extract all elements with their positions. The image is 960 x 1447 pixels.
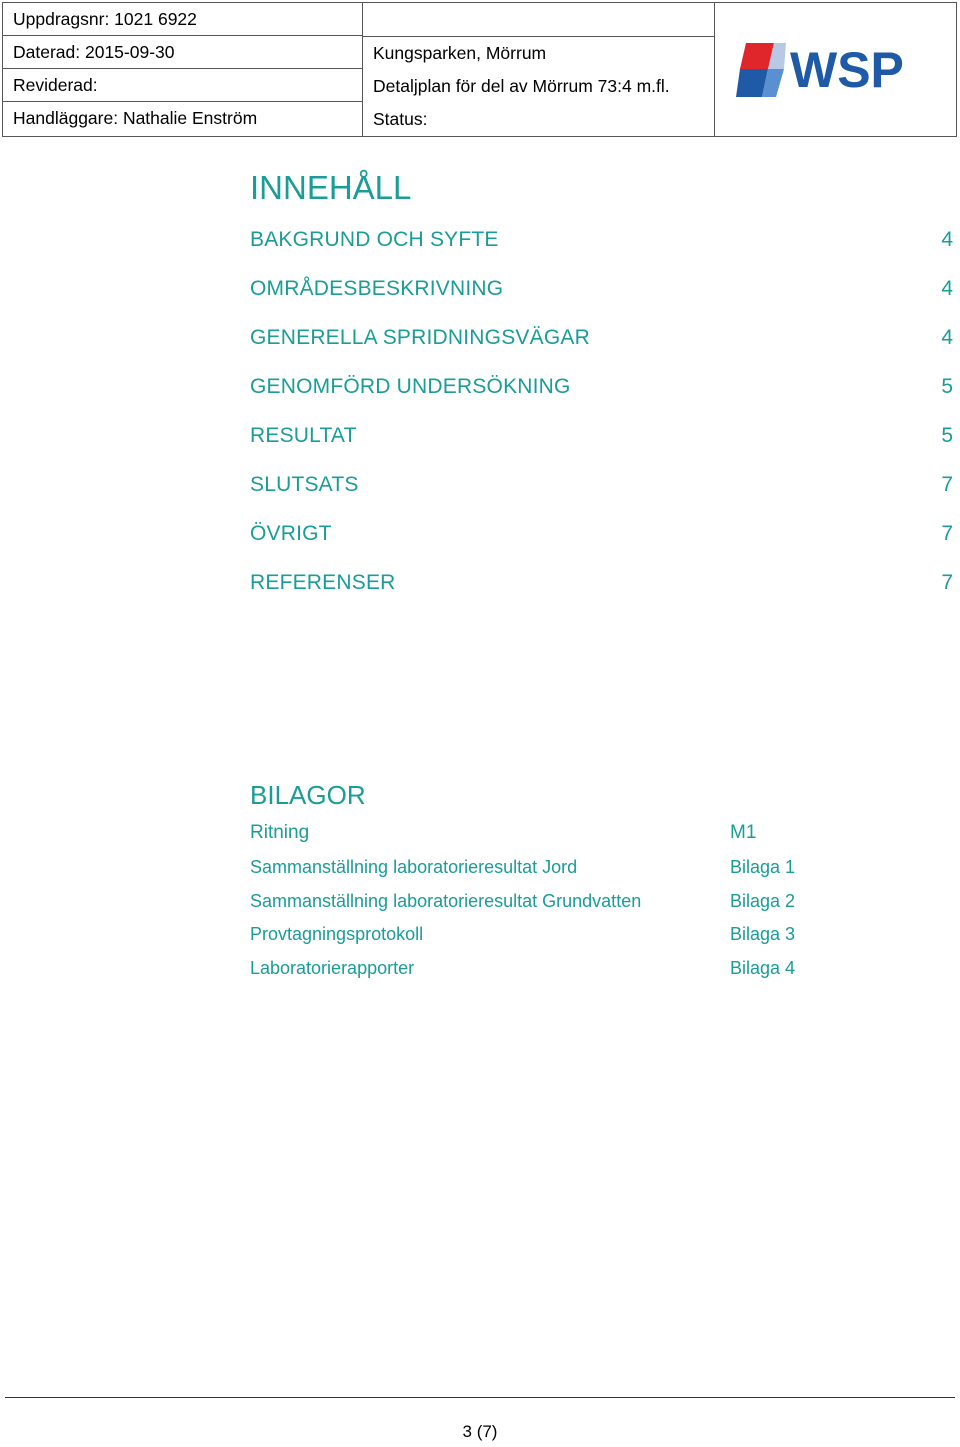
header-blank-cell [363,3,714,37]
appendix-item[interactable] [250,815,810,851]
appendix-item-label: Sammanställning laboratorieresultat Jord [250,857,578,877]
appendix-item[interactable] [250,851,810,885]
toc-item-page: 5 [941,375,953,398]
toc-item[interactable] [250,362,953,411]
project-name: Kungsparken, Mörrum [373,43,547,63]
handlaggare: Handläggare: Nathalie Enström [13,108,258,128]
toc-item-label: GENERELLA SPRIDNINGSVÄGAR [250,326,590,349]
appendix-item[interactable] [250,952,810,986]
appendix-item-ref: Bilaga 4 [730,957,796,978]
toc-item[interactable] [250,313,953,362]
toc-item[interactable] [250,509,953,558]
toc-item-page: 7 [941,522,953,545]
toc-item-page: 4 [941,277,953,300]
header-project-column [362,2,714,137]
toc-item[interactable] [250,264,953,313]
footer-divider [5,1397,955,1398]
wsp-logo [714,2,957,137]
appendix-title: BILAGOR [250,780,366,810]
toc-item[interactable] [250,411,953,460]
toc-item-label: BAKGRUND OCH SYFTE [250,228,499,251]
appendix-item[interactable] [250,918,810,952]
page-number: 3 (7) [462,1422,498,1441]
toc-item-label: REFERENSER [250,571,396,594]
plan-name: Detaljplan för del av Mörrum 73:4 m.fl. [373,76,670,96]
toc-item-label: SLUTSATS [250,473,359,496]
toc-title: INNEHÅLL [250,169,412,206]
uppdragsnr: Uppdragsnr: 1021 6922 [3,3,362,36]
appendix-item-ref: Bilaga 2 [730,890,796,911]
appendix-item-label: Ritning [250,822,310,843]
toc-item-label: ÖVRIGT [250,522,332,545]
toc-item-page: 7 [941,473,953,496]
toc-item-page: 4 [941,326,953,349]
toc-item[interactable] [250,460,953,509]
toc-item[interactable] [250,215,953,264]
toc-item-label: OMRÅDESBESKRIVNING [250,277,504,300]
appendix-item[interactable] [250,885,810,919]
appendix-item-ref: Bilaga 1 [730,857,796,877]
appendix-item-label: Sammanställning laboratorieresultat Grundvatten [250,890,642,911]
appendix-item-ref: M1 [730,822,757,843]
toc-item-label: RESULTAT [250,424,357,447]
toc-item[interactable] [250,558,953,607]
toc-item-page: 4 [941,228,953,251]
document-header [2,2,957,134]
header-meta-column [2,2,362,137]
toc-item-label: GENOMFÖRD UNDERSÖKNING [250,375,571,398]
status: Status: [373,109,428,129]
reviderad: Reviderad: [3,69,362,102]
daterad: Daterad: 2015-09-30 [3,36,362,69]
appendix-item-label: Laboratorierapporter [250,957,415,978]
wsp-logo-icon [736,35,936,105]
toc-item-page: 7 [941,571,953,594]
svg-text:WSP: WSP [789,41,904,98]
appendix-item-ref: Bilaga 3 [730,924,796,944]
appendix-list [250,775,810,985]
table-of-contents [250,160,953,607]
toc-item-page: 5 [941,424,953,447]
appendix-item-label: Provtagningsprotokoll [250,924,424,944]
